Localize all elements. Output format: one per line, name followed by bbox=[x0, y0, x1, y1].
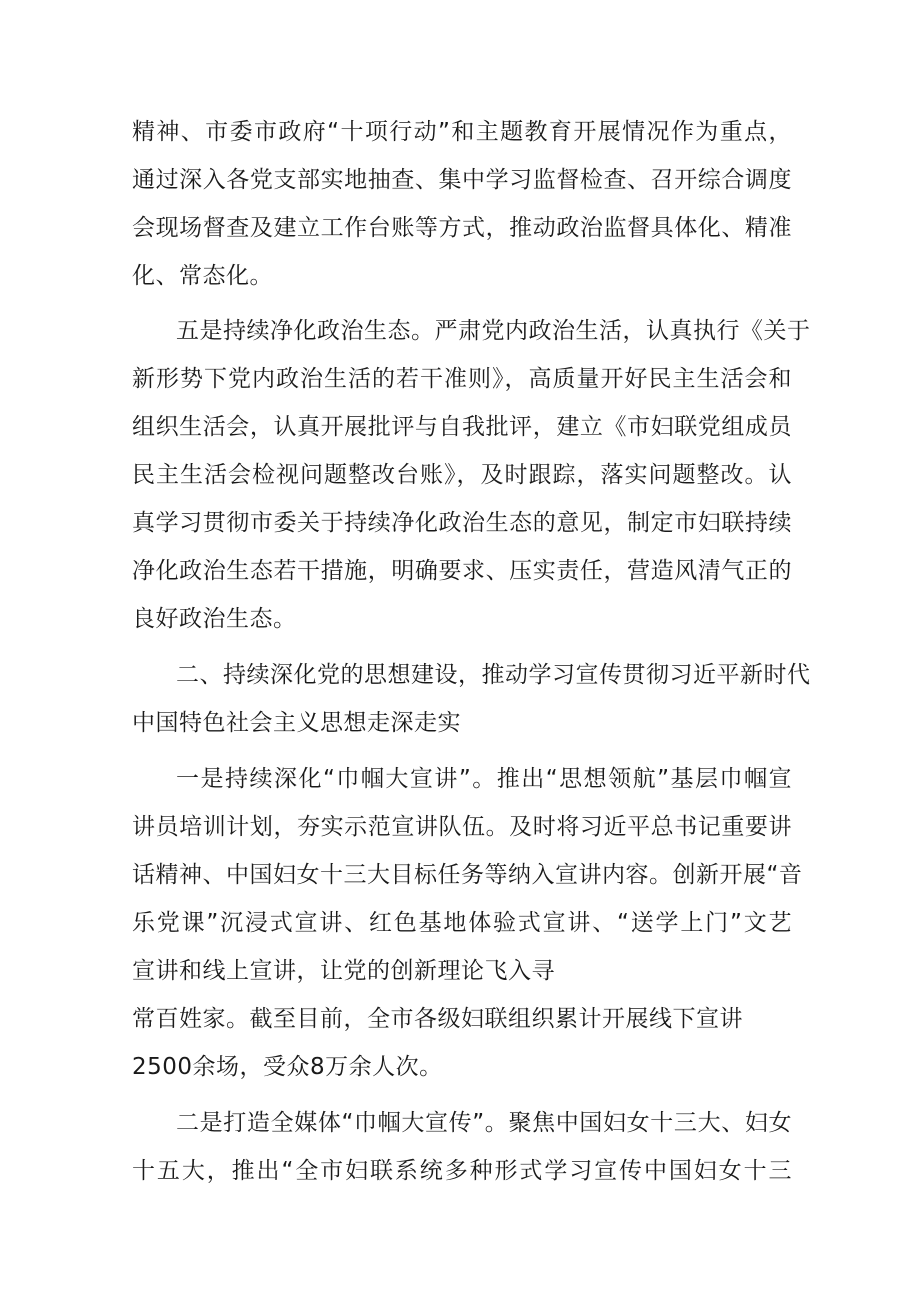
paragraph-4-line-2: 十五大，推出“全市妇联系统多种形式学习宣传中国妇女十三 bbox=[132, 1158, 792, 1184]
paragraph-3-line-7: 2500余场，受众8万余人次。 bbox=[132, 1054, 443, 1080]
paragraph-2-line-3: 组织生活会，认真开展批评与自我批评，建立《市妇联党组成员 bbox=[132, 414, 792, 440]
paragraph-2-line-6: 净化政治生态若干措施，明确要求、压实责任，营造风清气正的 bbox=[132, 558, 792, 584]
paragraph-1-line-2: 通过深入各党支部实地抽查、集中学习监督检查、召开综合调度 bbox=[132, 167, 792, 193]
paragraph-2-line-5: 真学习贯彻市委关于持续净化政治生态的意见，制定市妇联持续 bbox=[132, 510, 792, 536]
paragraph-1-line-4: 化、常态化。 bbox=[132, 263, 273, 289]
paragraph-2-line-2: 新形势下党内政治生活的若干准则》，高质量开好民主生活会和 bbox=[132, 366, 792, 392]
paragraph-3-line-3: 话精神、中国妇女十三大目标任务等纳入宣讲内容。创新开展“音 bbox=[132, 862, 803, 888]
section-heading-line-2: 中国特色社会主义思想走深走实 bbox=[132, 710, 461, 736]
paragraph-3-line-5: 宣讲和线上宣讲，让党的创新理论飞入寻 bbox=[132, 958, 555, 984]
paragraph-3-line-2: 讲员培训计划，夯实示范宣讲队伍。及时将习近平总书记重要讲 bbox=[132, 814, 792, 840]
paragraph-3-line-1: 一是持续深化“巾帼大宣讲”。推出“思想领航”基层巾帼宣 bbox=[176, 766, 792, 792]
paragraph-3-line-4: 乐党课”沉浸式宣讲、红色基地体验式宣讲、“送学上门”文艺 bbox=[132, 910, 792, 936]
section-heading-line-1: 二、持续深化党的思想建设，推动学习宣传贯彻习近平新时代 bbox=[176, 662, 811, 688]
paragraph-2-line-1: 五是持续净化政治生态。严肃党内政治生活，认真执行《关于 bbox=[176, 318, 811, 344]
paragraph-4-line-1: 二是打造全媒体“巾帼大宣传”。聚焦中国妇女十三大、妇女 bbox=[176, 1110, 792, 1136]
paragraph-3-line-6: 常百姓家。截至目前，全市各级妇联组织累计开展线下宣讲 bbox=[132, 1006, 743, 1032]
paragraph-2-line-7: 良好政治生态。 bbox=[132, 606, 297, 632]
paragraph-1-line-1: 精神、市委市政府“十项行动”和主题教育开展情况作为重点， bbox=[132, 119, 792, 145]
paragraph-2-line-4: 民主生活会检视问题整改台账》，及时跟踪，落实问题整改。认 bbox=[132, 462, 792, 488]
paragraph-1-line-3: 会现场督查及建立工作台账等方式，推动政治监督具体化、精准 bbox=[132, 215, 792, 241]
